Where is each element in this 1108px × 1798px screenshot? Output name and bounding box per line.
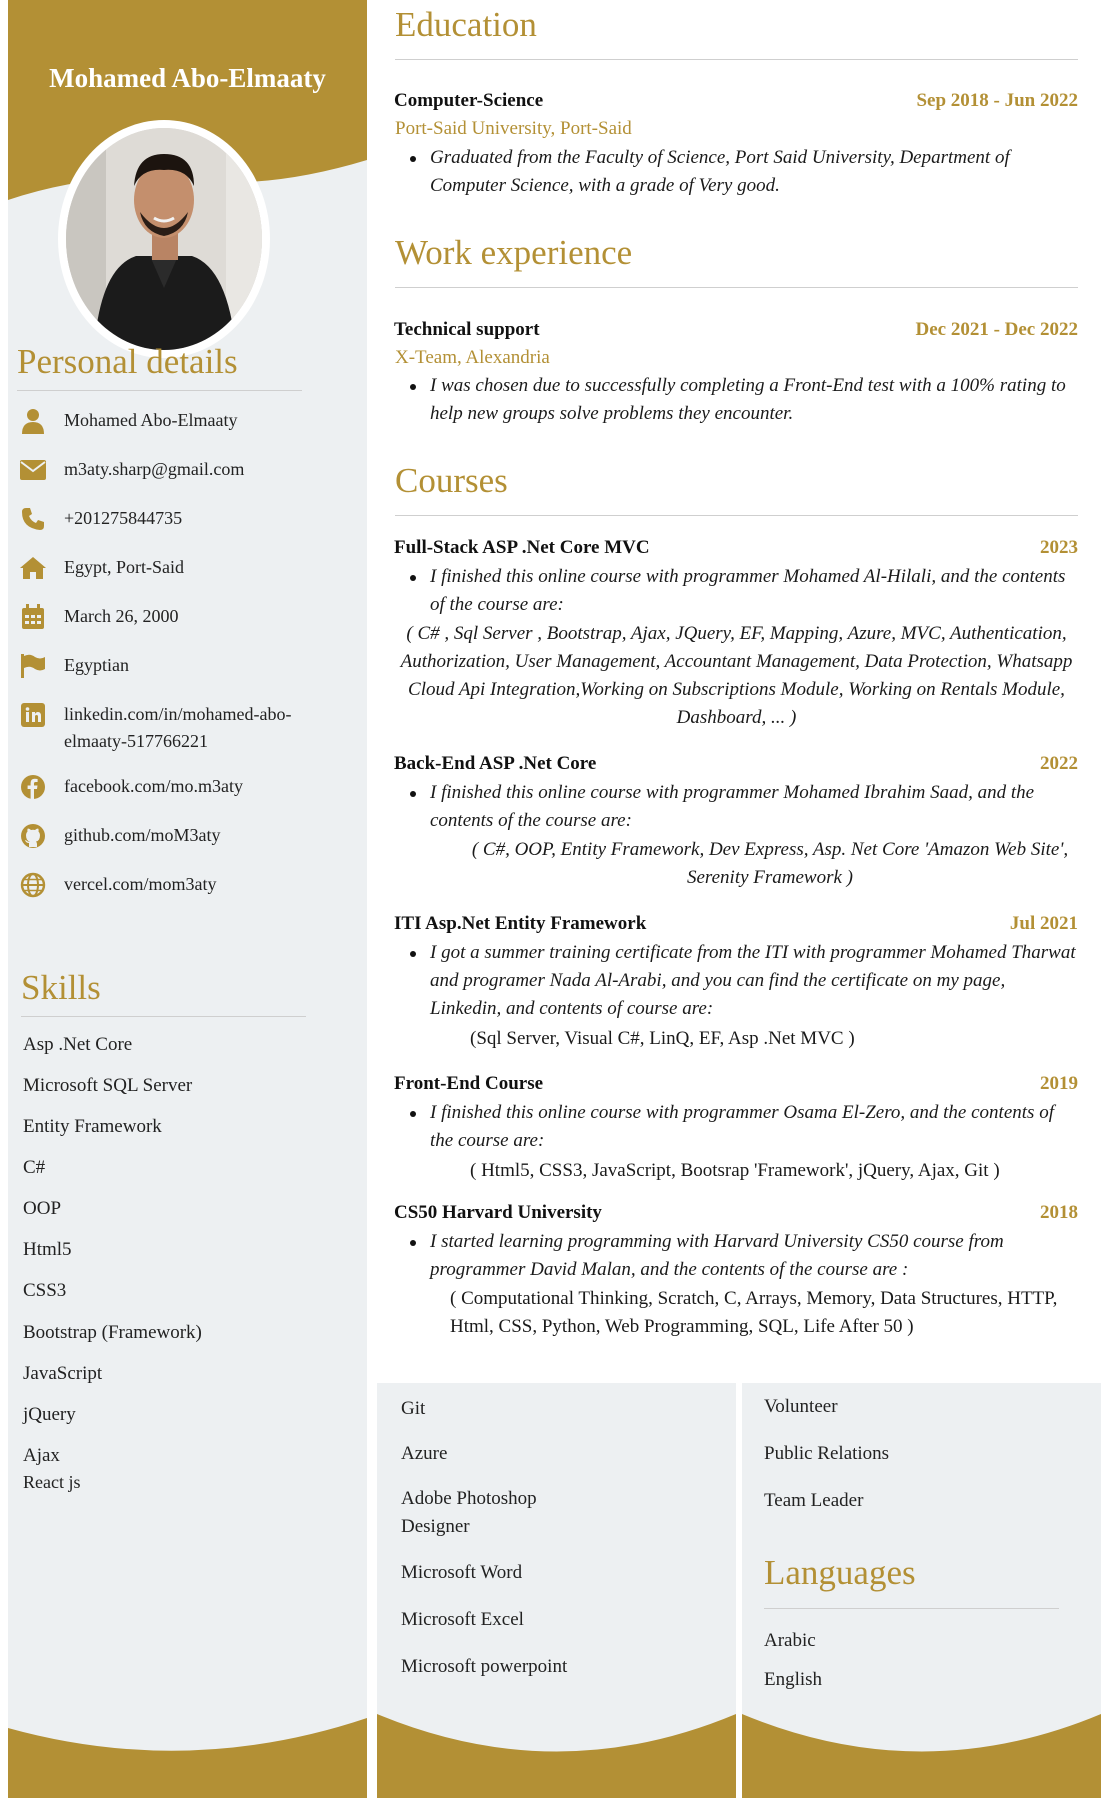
personal-details-title: Personal details <box>17 342 238 381</box>
phone-icon <box>18 505 48 533</box>
skill-item: CSS3 <box>23 1280 67 1301</box>
flag-icon <box>18 652 48 680</box>
footer-wave <box>377 1714 736 1798</box>
course-topics: ( C# , Sql Server , Bootstrap, Ajax, JQuery, EF, Mapping, Azure, MVC, Authentication, Authorization, User Management, Accountant Management, Data Protection, Whatsapp Cloud Api Integration,Working on Subscriptions Module, Working on Rentals Module, Dashboard, ... ) <box>400 623 1073 728</box>
more-skills-panel <box>377 1383 736 1798</box>
course-date: 2022 <box>1040 753 1078 774</box>
personal-item-website[interactable]: vercel.com/mom3aty <box>18 871 216 899</box>
skill-item: Entity Framework <box>23 1116 162 1137</box>
profile-photo <box>58 120 270 358</box>
divider <box>21 1016 306 1017</box>
soft-skill-item: Volunteer <box>764 1396 838 1417</box>
skill-item: React js <box>23 1472 81 1492</box>
personal-item-birthdate: March 26, 2000 <box>18 603 178 631</box>
course-description: I finished this online course with programmer Mohamed Al-Hilali, and the contents of the course are: <box>430 563 1080 619</box>
skill-item: Microsoft SQL Server <box>23 1075 193 1096</box>
course-date: 2019 <box>1040 1073 1078 1094</box>
skill-item: Asp .Net Core <box>23 1034 133 1055</box>
language-item: Arabic <box>764 1630 816 1651</box>
personal-item-facebook[interactable]: facebook.com/mo.m3aty <box>18 773 243 801</box>
course-description: I started learning programming with Harvard University CS50 course from programmer David Malan, and the contents of the course are : <box>430 1228 1080 1284</box>
personal-item-name: Mohamed Abo-Elmaaty <box>18 407 237 435</box>
divider <box>395 287 1078 288</box>
education-institution: Port-Said University, Port-Said <box>395 118 632 139</box>
skill-item: Ajax <box>23 1445 60 1466</box>
skill-item: JavaScript <box>23 1363 103 1384</box>
skills-title: Skills <box>21 968 101 1007</box>
education-degree: Computer-Science <box>394 90 544 111</box>
work-description: I was chosen due to successfully completing a Front-End test with a 100% rating to help new groups solve problems they encounter. <box>430 372 1080 428</box>
personal-item-nationality: Egyptian <box>18 652 129 680</box>
divider <box>764 1608 1059 1609</box>
soft-skill-item: Team Leader <box>764 1490 864 1511</box>
work-company: X-Team, Alexandria <box>395 347 550 368</box>
globe-icon <box>18 871 48 899</box>
github-icon <box>18 822 48 850</box>
course-title: Full-Stack ASP .Net Core MVC <box>394 537 650 558</box>
education-title: Education <box>395 5 537 44</box>
soft-skills-languages-panel <box>742 1383 1101 1798</box>
divider <box>395 515 1078 516</box>
home-icon <box>18 554 48 582</box>
skill-item: Azure <box>401 1443 448 1464</box>
envelope-icon <box>18 456 48 484</box>
footer-wave <box>742 1714 1101 1798</box>
footer-wave <box>8 1718 367 1798</box>
course-topics: ( C#, OOP, Entity Framework, Dev Express, Asp. Net Core 'Amazon Web Site', Serenity Framework ) <box>471 839 1069 888</box>
skill-item: Git <box>401 1398 426 1419</box>
personal-item-github[interactable]: github.com/moM3aty <box>18 822 221 850</box>
course-description: I finished this online course with programmer Osama El-Zero, and the contents of the course are: <box>430 1099 1080 1155</box>
personal-item-address: Egypt, Port-Said <box>18 554 184 582</box>
divider <box>17 390 302 391</box>
course-title: CS50 Harvard University <box>394 1202 602 1223</box>
skill-item: Microsoft powerpoint <box>401 1656 568 1677</box>
work-experience-title: Work experience <box>395 233 633 272</box>
personal-item-linkedin[interactable]: linkedin.com/in/mohamed-abo-elmaaty-517766221 <box>18 701 338 755</box>
course-topics: ( Computational Thinking, Scratch, C, Arrays, Memory, Data Structures, HTTP, Html, CSS, Python, Web Programming, SQL, Life After 50 ) <box>450 1288 1058 1337</box>
course-description: I finished this online course with programmer Mohamed Ibrahim Saad, and the contents of the course are: <box>430 779 1080 835</box>
course-topics: (Sql Server, Visual C#, LinQ, EF, Asp .Net MVC ) <box>470 1028 855 1049</box>
course-title: ITI Asp.Net Entity Framework <box>394 913 647 934</box>
personal-item-phone[interactable]: +201275844735 <box>18 505 182 533</box>
sidebar <box>8 0 367 1798</box>
work-role: Technical support <box>394 319 540 340</box>
education-description: Graduated from the Faculty of Science, Port Said University, Department of Computer Science, with a grade of Very good. <box>430 144 1080 200</box>
skill-item: Bootstrap (Framework) <box>23 1322 202 1343</box>
facebook-icon <box>18 773 48 801</box>
personal-item-email[interactable]: m3aty.sharp@gmail.com <box>18 456 244 484</box>
skill-item: Microsoft Word <box>401 1562 523 1583</box>
course-date: 2018 <box>1040 1202 1078 1223</box>
course-date: Jul 2021 <box>1009 913 1078 934</box>
divider <box>395 59 1078 60</box>
courses-title: Courses <box>395 461 508 500</box>
course-title: Front-End Course <box>394 1073 544 1094</box>
education-date: Sep 2018 - Jun 2022 <box>916 90 1078 111</box>
soft-skill-item: Public Relations <box>764 1443 890 1464</box>
language-item: English <box>764 1669 823 1690</box>
skill-item: OOP <box>23 1198 62 1219</box>
course-title: Back-End ASP .Net Core <box>394 753 597 774</box>
skill-item: jQuery <box>23 1404 76 1425</box>
user-icon <box>18 407 48 435</box>
skill-item: C# <box>23 1157 46 1178</box>
skill-item: Adobe Photoshop Designer <box>401 1488 537 1537</box>
languages-title: Languages <box>764 1553 916 1592</box>
candidate-name: Mohamed Abo-Elmaaty <box>49 63 326 93</box>
skill-item: Html5 <box>23 1239 72 1260</box>
work-date: Dec 2021 - Dec 2022 <box>915 319 1078 340</box>
skill-item: Microsoft Excel <box>401 1609 524 1630</box>
course-description: I got a summer training certificate from the ITI with programmer Mohamed Tharwat and programer Nada Al-Arabi, and you can find the certificate on my page, Linkedin, and contents of course are: <box>430 939 1080 1023</box>
calendar-icon <box>18 603 48 631</box>
linkedin-icon <box>18 701 48 729</box>
course-date: 2023 <box>1040 537 1078 558</box>
course-topics: ( Html5, CSS3, JavaScript, Bootsrap 'Framework', jQuery, Ajax, Git ) <box>470 1160 1000 1181</box>
